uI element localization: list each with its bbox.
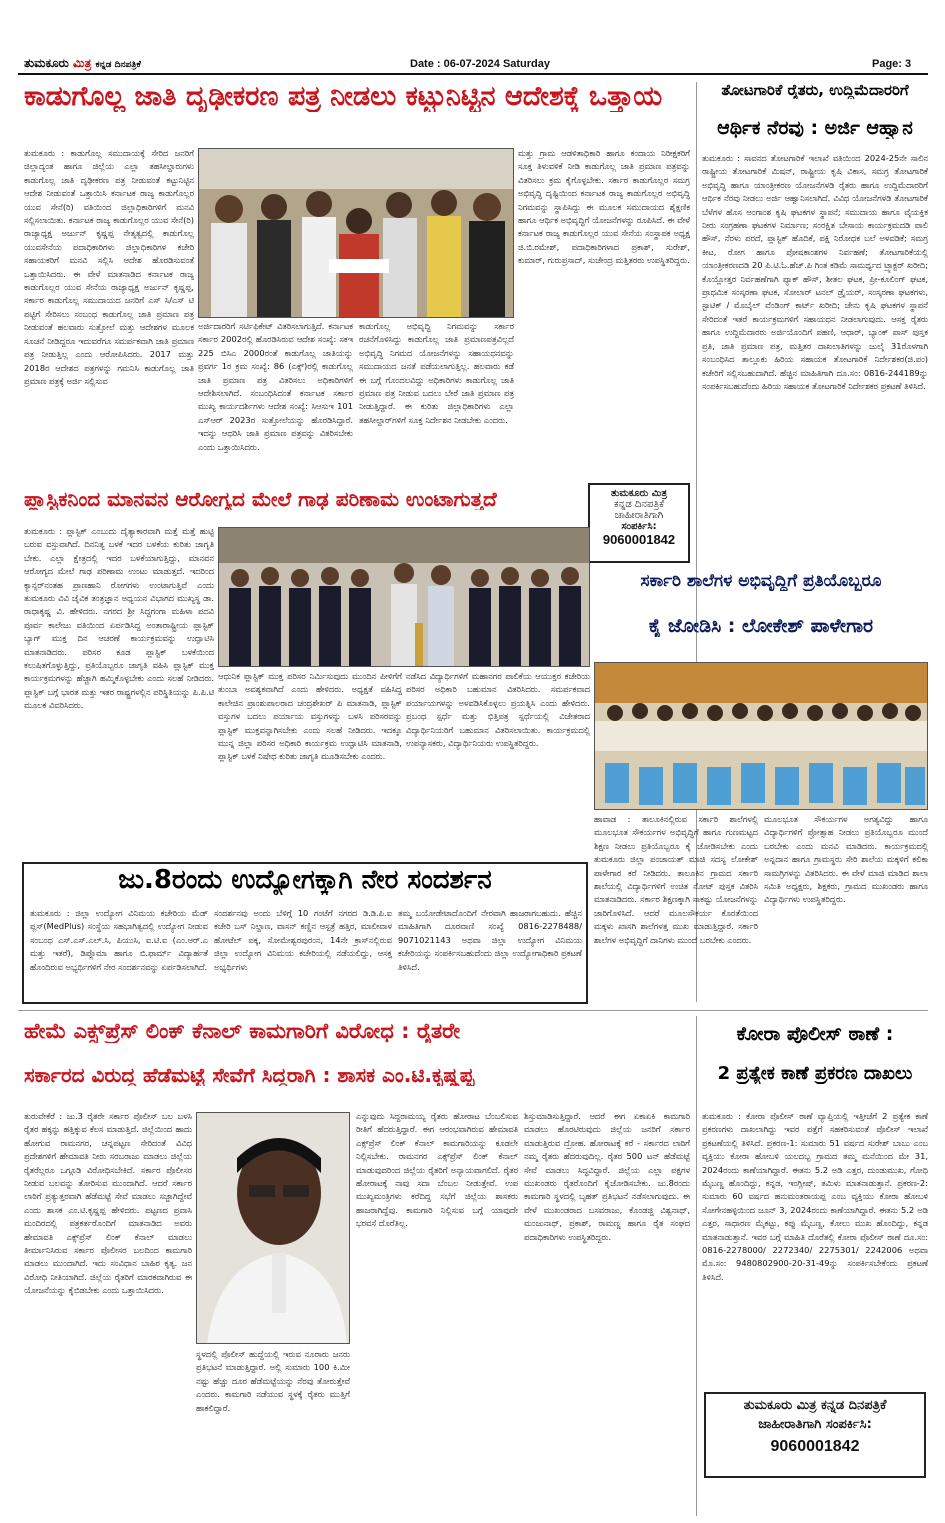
masthead-tagline: ಕನ್ನಡ ದಿನಪತ್ರಿಕೆ xyxy=(95,60,141,70)
ad-box-small-line3: ಜಾಹೀರಾತಿಗಾಗಿ xyxy=(614,510,664,521)
story7-body: ತುಮಕೂರು : ಕೋರಾ ಪೊಲೀಸ್ ಠಾಣೆ ವ್ಯಾಪ್ತಿಯಲ್ಲಿ ಇತ್ತೀಚೆಗೆ 2 ಪ್ರತ್ಯೇಕ ಕಾಣೆ ಪ್ರಕರಣಗಳು ದಾಖಲಾಗಿದ್ದು ಇವರ ಪತ್ತೆಗೆ ಸಹಕರಿಸುವಂತೆ ಪೊಲೀಸ್ ಇಲಾಖೆ ಪ್ರಕಟಣೆಯಲ್ಲಿ ತಿಳಿಸಿದೆ. ಪ್ರಕರಣ-1: ಸುಮಾರು 51 ವರ್ಷದ ಸುರೇಶ್ ಬಾಬು ಎಂಬ ವ್ಯಕ್ತಿಯು ಕೋರಾ ಹೋಬಳಿ ಯಲದಬ್ಬ ಗ್ರಾಮದ ತಮ್ಮ ಮನೆಯಿಂದ ಮೇ 31, 2024ರಂದು ಕಾಣೆಯಾಗಿದ್ದಾರೆ. ಈತನು 5.2 ಅಡಿ ಎತ್ತರ, ದುಂಡುಮುಖ, ಗೋಧಿ ಮೈಬಣ್ಣ ಹೊಂದಿದ್ದು, ಕನ್ನಡ, ಇಂಗ್ಲೀಷ್, ತಮಿಳು ಮಾತನಾಡುತ್ತಾನೆ. ಪ್ರಕರಣ-2: ಸುಮಾರು 60 ವರ್ಷದ ಹನುಮಂತರಾಯಪ್ಪ ಎಂಬ ವ್ಯಕ್ತಿಯು ಕೋರಾ ಹೋಬಳಿ ಸೋಗೇನಹಳ್ಳಿಯಿಂದ ಜೂನ್ 3, 2024ರಂದು ಕಾಣೆಯಾಗಿದ್ದಾರೆ. ಈತನು 5.2 ಅಡಿ ಎತ್ತರ, ಸಾಧಾರಣ ಮೈಕಟ್ಟು, ಕಪ್ಪು ಮೈಬಣ್ಣ, ಕೋಲು ಮುಖ ಹೊಂದಿದ್ದು, ಕನ್ನಡ ಮಾತನಾಡುತ್ತಾನೆ. ಇವರ ಬಗ್ಗೆ ಮಾಹಿತಿ ದೊರೆತಲ್ಲಿ ಕೋರಾ ಪೊಲೀಸ್ ಠಾಣೆ ದೂ.ಸಂ: 0816-2278000/ 2272340/ 2275301/ 2242006 ಅಥವಾ ಮೊ.ಸಂ: 9480802900-20-31-49ನ್ನು ಸಂಪರ್ಕಿಸಬೇಕೆಂದು ಪ್ರಕಟಣೆ ತಿಳಿಸಿದೆ. xyxy=(702,1111,928,1282)
story6-col4: ಶಿಸ್ತುಮಾಡಿಸುತ್ತಿದ್ದಾರೆ. ಆದರೆ ಈಗ ಏಕಾಏಕಿ ಕಾಮಗಾರಿ ಮಾಡಲು ಹೊರಟಿರುವುದು ಜಿಲ್ಲೆಯ ಜನರಿಗೆ ಸರ್ಕಾರ ಮಾಡುತ್ತಿರುವ ದ್ರೋಹ. ಹೋರಾಟಕ್ಕೆ ಕರೆ - ಸರ್ಕಾರದ ಲಾಠಿಗೆ ನಮ್ಮ ರೈತರು ಹೆದರುವುದಿಲ್ಲ. ರೈತರ 500 ಟನ್ ಹೆಡೆಮಟ್ಟೆ ಸೇವೆ ಮಾಡಲು ಸಿದ್ಧವಿದ್ದಾರೆ. ಜಿಲ್ಲೆಯ ಎಲ್ಲಾ ಪಕ್ಷಗಳ ಮುಖಂಡರು ರೈತರೊಂದಿಗೆ ಕೈಜೋಡಿಸಬೇಕು. ಜು.8ರಂದು ಕಾಮಗಾರಿ ಸ್ಥಳದಲ್ಲಿ ಬೃಹತ್ ಪ್ರತಿಭಟನೆ ನಡೆಸಲಾಗುವುದು. ಈ ವೇಳೆ ಮುಖಂಡರಾದ ಬಸವರಾಜು, ಕೊಂಡಜ್ಜಿ ವಿಶ್ವನಾಥ್, ಮಂಜುನಾಥ್, ಪ್ರಕಾಶ್, ರಾಮಣ್ಣ ಹಾಗೂ ರೈತ ಸಂಘದ ಪದಾಧಿಕಾರಿಗಳು ಉಪಸ್ಥಿತರಿದ್ದರು. xyxy=(524,1111,690,1242)
story4-col1: ಹಾವಾಡ : ತಾಲೂಕಿನಲ್ಲಿರುವ ಸರ್ಕಾರಿ ಶಾಲೆಗಳಲ್ಲಿ ಮೂಲಭೂತ ಸೌಕರ್ಯಗಳ ಅಭಿವೃದ್ಧಿಗೆ ಹಾಗೂ ಗುಣಮಟ್ಟದ ಶಿಕ್ಷಣ ನೀಡಲು ಪ್ರತಿಯೊಬ್ಬರೂ ಕೈ ಜೋಡಿಸಬೇಕು ಎಂದು ತುಮಕೂರು ಜಿಲ್ಲಾ ಪಂಚಾಯತ್ ಮಾಜಿ ಸದಸ್ಯ ಲೋಕೇಶ್ ಪಾಳೇಗಾರ ಕರೆ ನೀಡಿದರು. ತಾಲೂಕಿನ ಗ್ರಾಮದ ಸರ್ಕಾರಿ ಶಾಲೆಯಲ್ಲಿ ವಿದ್ಯಾರ್ಥಿಗಳಿಗೆ ಉಚಿತ ನೋಟ್ ಪುಸ್ತಕ ವಿತರಿಸಿ ಮಾತನಾಡಿದರು. ಸರ್ಕಾರ ಶಿಕ್ಷಣಕ್ಕಾಗಿ ಸಾಕಷ್ಟು ಯೋಜನೆಗಳನ್ನು ಜಾರಿಗೊಳಿಸಿದೆ. ಆದರೆ ಮೂಲಸೌಕರ್ಯ ಕೊರತೆಯಿಂದ ಮಕ್ಕಳು ಖಾಸಗಿ ಶಾಲೆಗಳತ್ತ ಮುಖ ಮಾಡುತ್ತಿದ್ದಾರೆ. ಸರ್ಕಾರಿ ಶಾಲೆಗಳ ಅಭಿವೃದ್ಧಿಗೆ ದಾನಿಗಳು ಮುಂದೆ ಬರಬೇಕು ಎಂದರು. xyxy=(594,814,758,945)
masthead-mitra: ಮಿತ್ರ xyxy=(73,56,92,70)
issue-date: Date : 06-07-2024 Saturday xyxy=(410,58,551,70)
story6-col1: ತುರುವೇಕೆರೆ : ಜು.3 ರೈತರೇ ಸರ್ಕಾರ ಪೊಲೀಸ್ ಬಲ ಬಳಸಿ ರೈತರ ಹಕ್ಕನ್ನು ಹತ್ತಿಕ್ಕುವ ಕೆಲಸ ಮಾಡುತ್ತಿದೆ. ಜಿಲ್ಲೆಯಿಂದ ಹಾದು ಹೋಗುವ ರಾಮನಗರ, ಚನ್ನಪಟ್ಟಣ ಸೇರಿದಂತೆ ವಿವಿಧ ಪ್ರದೇಶಗಳಿಗೆ ಹೇಮಾವತಿ ನೀರು ಸರಬರಾಜು ಮಾಡಲು ಜಿಲ್ಲೆಯ ರೈತರೆಲ್ಲರೂ ಒಗ್ಗೂಡಿ ವಿರೋಧಿಸಬೇಕಿದೆ. ಸರ್ಕಾರ ಪೊಲೀಸರ ನೀಡುವ ಬಲವನ್ನು ತೋರಿಸುವ ಮುಂದಾಗಿದೆ. ಆದರೆ ಸರ್ಕಾರ ಲಾಠಿಗೆ ಪ್ರತ್ಯುತ್ತರವಾಗಿ ಹೆಡೆಮಟ್ಟೆ ಸೇವೆ ಮಾಡಲು ಸಜ್ಜಾಗಿದ್ದೇವೆ ಎಂದು ಶಾಸಕ ಎಂ.ಟಿ.ಕೃಷ್ಣಪ್ಪ ಹೇಳಿದರು. ಪಟ್ಟಣದ ಪ್ರವಾಸಿ ಮಂದಿರದಲ್ಲಿ ಪತ್ರಕರ್ತರೊಂದಿಗೆ ಮಾತನಾಡಿದ ಅವರು ಹೇಮಾವತಿ ಎಕ್ಸ್‌ಪ್ರೆಸ್ ಲಿಂಕ್ ಕೆನಾಲ್ ಮಾಡಲು ತೀರ್ಮಾನಿಸಿರುವ ಸರ್ಕಾರ ಪೊಲೀಸರ ಬಲದಿಂದ ಕಾಮಗಾರಿ ಮಾಡಲು ಮುಂದಾಗಿದೆ. ಇದು ಸಂವಿಧಾನ ಬಾಹಿರ ಕೃತ್ಯ. ಜನ ವಿರೋಧಿ ನೀತಿಯಾಗಿದೆ. ಜಿಲ್ಲೆಯ ರೈತರಿಗೆ ಮಾರಕವಾಗಿರುವ ಈ ಯೋಜನೆಯನ್ನು ಕೈಬಿಡಬೇಕು ಎಂದು ಒತ್ತಾಯಿಸಿದರು. xyxy=(24,1111,192,1296)
story6-headline-line2: ಸರ್ಕಾರದ ವಿರುದ್ಧ ಹೆಡೆಮಟ್ಟೆ ಸೇವೆಗೆ ಸಿದ್ಧರಾಗಿ : ಶಾಸಕ ಎಂ.ಟಿ.ಕೃಷ್ಣಪ್ಪ xyxy=(24,1064,475,1086)
story1-col4: ಮತ್ತು ಗ್ರಾಮ ಆಡಳಿತಾಧಿಕಾರಿ ಹಾಗೂ ಕಂದಾಯ ನಿರೀಕ್ಷಕರಿಗೆ ಸೂಕ್ತ ತಿಳುವಳಿಕೆ ನೀಡಿ ಕಾಡುಗೊಲ್ಲ ಜಾತಿ ಪ್ರಮಾಣ ಪತ್ರವನ್ನು ವಿತರಿಸಲು ಕ್ರಮ ಕೈಗೊಳ್ಳಬೇಕು. ಸರ್ಕಾರ ಕಾಡುಗೊಲ್ಲರ ಸಮಗ್ರ ಅಭಿವೃದ್ಧಿ ದೃಷ್ಟಿಯಿಂದ ಕರ್ನಾಟಕ ರಾಜ್ಯ ಕಾಡುಗೊಲ್ಲರ ಅಭಿವೃದ್ಧಿ ನಿಗಮವನ್ನು ಸ್ಥಾಪಿಸಿದ್ದು ಈ ಮೂಲಕ ಸಮುದಾಯದ ಶೈಕ್ಷಣಿಕ ಹಾಗೂ ಆರ್ಥಿಕ ಅಭಿವೃದ್ಧಿಗೆ ಯೋಜನೆಗಳನ್ನು ರೂಪಿಸಿದೆ. ಈ ವೇಳೆ ಕರ್ನಾಟಕ ರಾಜ್ಯ ಕಾಡುಗೊಲ್ಲರ ಯುವ ಸೇನೆಯ ಸಂಸ್ಥಾಪಕ ಅಧ್ಯಕ್ಷ ಜಿ.ಬಿ.ರಮೇಶ್, ಪದಾಧಿಕಾರಿಗಳಾದ ಪ್ರಕಾಶ್, ಸುರೇಶ್, ಕುಮಾರ್, ಗುರುಪ್ರಸಾದ್, ಸುಚೇಂದ್ರ ಮತ್ತಿತರರು ಉಪಸ್ಥಿತರಿದ್ದರು. xyxy=(518,148,690,266)
story6-photo xyxy=(196,1112,350,1344)
ad-box-large-line1: ತುಮಕೂರು ಮಿತ್ರ ಕನ್ನಡ ದಿನಪತ್ರಿಕೆ xyxy=(743,1398,887,1413)
ad-box-large-line2: ಜಾಹೀರಾತಿಗಾಗಿ ಸಂಪರ್ಕಿಸಿ: xyxy=(758,1417,872,1432)
story6-col2: ಸ್ಥಳದಲ್ಲಿ ಪೊಲೀಸ್ ಹುದ್ದೆಯಲ್ಲಿ ಇರುವ ನೂರಾರು ಜನರು ಪ್ರತಿಭಟನೆ ಮಾಡುತ್ತಿದ್ದಾರೆ. ಅಲ್ಲಿ ಸುಮಾರು 100 ಕಿ.ಮೀ ನಷ್ಟು ಹೆಚ್ಚು ದೂರ ಹೆಡೆಮಟ್ಟೆಯನ್ನು ನೆರವು ತೋರುತ್ತೇವೆ ಎಂದರು. ಕಾಮಗಾರಿ ನಡೆಯುವ ಸ್ಥಳಕ್ಕೆ ರೈತರು ಮುತ್ತಿಗೆ ಹಾಕಲಿದ್ದಾರೆ. xyxy=(196,1349,350,1413)
column-divider-bottom xyxy=(696,1016,697,1516)
story5-col2: ಸಂದರ್ಶನವು ಅಂದು ಬೆಳಿಗ್ಗೆ 10 ಗಂಟೆಗೆ ನಗರದ ಡಿ.ಡಿ.ಪಿ.ಐ ಕಚೇರಿ ಬಸ್ ನಿಲ್ದಾಣ, ವಾಸನ್ ಕಣ್ಣಿನ ಆಸ್ಪತ್ರೆ ಹತ್ತಿರ, ಮಾಲೀವಾಳ ಹೋಟೆಲ್ ಪಕ್ಕ, ಸೋಮೇಶ್ವರಪುರಂನ, 14ನೇ ಕ್ರಾಸ್‌ನಲ್ಲಿರುವ ಜಿಲ್ಲಾ ಉದ್ಯೋಗ ವಿನಿಮಯ ಕಚೇರಿಯಲ್ಲಿ ನಡೆಯಲಿದ್ದು, ಆಸಕ್ತ ಅಭ್ಯರ್ಥಿಗಳು xyxy=(214,908,392,972)
story5-headline: ಜು.8ರಂದು ಉದ್ಯೋಗಕ್ಕಾಗಿ ನೇರ ಸಂದರ್ಶನ xyxy=(118,866,492,895)
ad-box-small-phone: 9060001842 xyxy=(602,532,676,547)
story5-col1: ತುಮಕೂರು : ಜಿಲ್ಲಾ ಉದ್ಯೋಗ ವಿನಿಮಯ ಕಚೇರಿಯ ಮೆಡ್ ಪ್ಲಸ್(MedPlus) ಸಂಸ್ಥೆಯ ಸಹಭಾಗಿತ್ವದಲ್ಲಿ ಉದ್ಯೋಗ ನೀಡುವ ಸಂಬಂಧ ಎಸ್.ಎಸ್.ಎಲ್.ಸಿ, ಪಿಯುಸಿ, ಐ.ಟಿ.ಐ (ಎಂ.ಆರ್.ಎ ಮತ್ತು ಇತರೆ), ಡಿಪ್ಲೊಮಾ ಹಾಗೂ ಬಿ.ಫಾರ್ಮ್ ವಿದ್ಯಾರ್ಹತೆ ಹೊಂದಿರುವ ಅಭ್ಯರ್ಥಿಗಳಿಗೆ ನೇರ ಸಂದರ್ಶನವನ್ನು ಏರ್ಪಡಿಸಲಾಗಿದೆ. xyxy=(30,908,208,972)
section-divider xyxy=(18,1010,928,1011)
story2-body: ತುಮಕೂರು : ಸಾವನದ ತೋಟಗಾರಿಕೆ ಇಲಾಖೆ ವತಿಯಿಂದ 2024-25ನೇ ಸಾಲಿನ ರಾಷ್ಟ್ರೀಯ ತೋಟಗಾರಿಕೆ ಮಿಷನ್, ರಾಷ್ಟ್ರೀಯ ಕೃಷಿ ವಿಕಾಸ, ಸಮಗ್ರ ತೋಟಗಾರಿಕೆ ಅಭಿವೃದ್ಧಿ ಹಾಗೂ ಯಾಂತ್ರೀಕರಣ ಯೋಜನೆಗಳಡಿ ರೈತರು ಹಾಗೂ ಉದ್ದಿಮೆದಾರರಿಗೆ ಆರ್ಥಿಕ ನೆರವು ನೀಡಲು ಅರ್ಜಿ ಆಹ್ವಾನಿಸಲಾಗಿದೆ. ವಿವಿಧ ಯೋಜನೆಗಳಡಿ ತೋಟಗಾರಿಕೆ ಬೆಳೆಗಳ ಹೊಸ ಅಂಗಾಂಶ ಕೃಷಿ ಘಟಕಗಳ ಸ್ಥಾಪನೆ; ಸಮುದಾಯ ಹಾಗೂ ವೈಯಕ್ತಿಕ ನೀರು ಸಂಗ್ರಹಣಾ ಘಟಕಗಳ ನಿರ್ಮಾಣ; ಸಂರಕ್ಷಿತ ಬೇಸಾಯ ಕಾರ್ಯಕ್ರಮದಡಿ ಪಾಲಿ ಹೌಸ್, ನೆರಳು ಪರದೆ, ಪ್ಲಾಸ್ಟಿಕ್ ಹೊದಿಕೆ, ಪಕ್ಷಿ ನಿರೋಧಕ ಬಲೆ ಅಳವಡಿಕೆ; ಸಮಗ್ರ ಕೀಟ, ರೋಗ ಹಾಗೂ ಪೋಷಕಾಂಶಗಳ ನಿರ್ವಹಣೆ; ತೋಟಗಾರಿಕೆಯಲ್ಲಿ ಯಾಂತ್ರೀಕರಣದಡಿ 20 ಪಿ.ಟಿ.ಓ.ಹೆಚ್.ಪಿ ಗಿಂತ ಕಡಿಮೆ ಸಾಮರ್ಥ್ಯದ ಟ್ರ್ಯಾಕ್ಟರ್ ಖರೀದಿ; ಕೊಯ್ಲೋತ್ತರ ನಿರ್ವಹಣೆಗಾಗಿ ಪ್ಯಾಕ್ ಹೌಸ್, ಶೀತಲ ಘಟಕ, ಪ್ರೀ-ಕೂಲಿಂಗ್ ಘಟಕ, ಪ್ರಾಥಮಿಕ ಸಂಸ್ಕರಣಾ ಘಟಕ, ಸೋಲಾರ್ ಟನಲ್ ಡ್ರೈಯರ್, ಸಂಸ್ಕರಣಾ ಘಟಕಗಳು, ಸ್ಟಾಟಿಕ್ / ಮೊಬೈಲ್ ವೆಂಡಿಂಗ್ ಕಾರ್ಟ್ ಖರೀದಿ; ಜೇನು ಕೃಷಿ ಘಟಕಗಳ ಸ್ಥಾಪನೆ ಸೇರಿದಂತೆ ಇತರೆ ಕಾರ್ಯಕ್ರಮಗಳಿಗೆ ಸಹಾಯಧನ ನೀಡಲಾಗುವುದು. ಆಸಕ್ತ ರೈತರು ಹಾಗೂ ಉದ್ದಿಮೆದಾರರು ಅರ್ಜಿಯೊಂದಿಗೆ ಪಹಣಿ, ಆಧಾರ್, ಬ್ಯಾಂಕ್ ಪಾಸ್ ಪುಸ್ತಕ ಪ್ರತಿ, ಜಾತಿ ಪ್ರಮಾಣ ಪತ್ರ, ಮತ್ತಿತರ ದಾಖಲಾತಿಗಳನ್ನು ಜುಲೈ 31ರೊಳಗಾಗಿ ಸಂಬಂಧಿಸಿದ ತಾಲ್ಲೂಕು ಹಿರಿಯ ಸಹಾಯಕ ತೋಟಗಾರಿಕೆ ನಿರ್ದೇಶಕರ(ಜಿ.ಪಂ) ಕಚೇರಿಗೆ ಸಲ್ಲಿಸಬಹುದಾಗಿದೆ. ಹೆಚ್ಚಿನ ಮಾಹಿತಿಗಾಗಿ ದೂ.ಸಂ: 0816-244189ನ್ನು ಸಂಪರ್ಕಿಸಬಹುದೆಂದು ಹಿರಿಯ ಸಹಾಯಕ ತೋಟಗಾರಿಕೆ ನಿರ್ದೇಶಕರ ಪ್ರಕಟಣೆ ತಿಳಿಸಿದೆ. xyxy=(702,153,928,391)
story1-col3: ಕಾಡುಗೊಲ್ಲ ಅಭಿವೃದ್ಧಿ ನಿಗಮವನ್ನು ಸರ್ಕಾರ ರಚನೆಗೊಳಿಸಿದ್ದು ಕಾಡುಗೊಲ್ಲ ಜಾತಿ ಪ್ರಮಾಣಪತ್ರವಿಲ್ಲದೆ ಅಭಿವೃದ್ಧಿ ನಿಗಮದ ಯೋಜನೆಗಳನ್ನು ಸಹಾಯಧನವನ್ನು ಸಮುದಾಯದ ಜನತೆ ಪಡೆಯಲಾಗುತ್ತಿಲ್ಲ. ಹಲವಾರು ಕಡೆ ಈ ಬಗ್ಗೆ ಗೊಂದಲವಿದ್ದು ಅಧಿಕಾರಿಗಳು ಕಾಡುಗೊಲ್ಲ ಜಾತಿ ಪ್ರಮಾಣ ಪತ್ರ ನೀಡುವ ಬದಲು ಬೇರೆ ಜಾತಿ ಪ್ರಮಾಣ ಪತ್ರ ನೀಡುತ್ತಿದ್ದಾರೆ. ಈ ಕುರಿತು ಜಿಲ್ಲಾಧಿಕಾರಿಗಳು ಎಲ್ಲಾ ತಹಸೀಲ್ದಾರ್‌ಗಳಿಗೆ ಸೂಕ್ತ ನಿರ್ದೇಶನ ನೀಡಬೇಕು ಎಂದರು. xyxy=(359,321,514,425)
story1-headline: ಕಾಡುಗೊಲ್ಲ ಜಾತಿ ದೃಢೀಕರಣ ಪತ್ರ ನೀಡಲು ಕಟ್ಟುನಿಟ್ಟಿನ ಆದೇಶಕ್ಕೆ ಒತ್ತಾಯ xyxy=(24,82,663,112)
ad-box-large xyxy=(704,1392,926,1478)
ad-box-small-line1: ತುಮಕೂರು ಮಿತ್ರ xyxy=(610,488,668,499)
story5-col3: ತಮ್ಮ ಬಯೋಡೇಟಾದೊಂದಿಗೆ ನೇರವಾಗಿ ಹಾಜರಾಗಬಹುದು. ಹೆಚ್ಚಿನ ಮಾಹಿತಿಗಾಗಿ ದೂರವಾಣಿ ಸಂಖ್ಯೆ 0816-2278488/ 9071021143 ಅಥವಾ ಜಿಲ್ಲಾ ಉದ್ಯೋಗ ವಿನಿಮಯ ಕಚೇರಿಯನ್ನು ಸಂಪರ್ಕಿಸಬಹುದೆಂದು ಜಿಲ್ಲಾ ಉದ್ಯೋಗಾಧಿಕಾರಿ ಪ್ರಕಟಣೆ ತಿಳಿಸಿದೆ. xyxy=(398,908,582,972)
story4-headline-line1: ಸರ್ಕಾರಿ ಶಾಲೆಗಳ ಅಭಿವೃದ್ಧಿಗೆ ಪ್ರತಿಯೊಬ್ಬರೂ xyxy=(640,572,882,591)
story7-headline-line1: ಕೋರಾ ಪೊಲೀಸ್ ಠಾಣೆ : xyxy=(736,1024,894,1045)
story6-col3: ಎನ್ನುವುದು ಸಿದ್ದರಾಮಯ್ಯ ರೈತರು ಹೋರಾಟ ಬೆಂಬಲಿಸುವ ರೀತಿಗೆ ಹೆದರುತ್ತಿದ್ದಾರೆ. ಈಗ ಆರಂಭವಾಗಿರುವ ಹೇಮಾವತಿ ಎಕ್ಸ್‌ಪ್ರೆಸ್ ಲಿಂಕ್ ಕೆನಾಲ್ ಕಾಮಗಾರಿಯನ್ನು ಕೂಡಲೇ ನಿಲ್ಲಿಸಬೇಕು. ರಾಮನಗರ ಎಕ್ಸ್‌ಪ್ರೆಸ್ ಲಿಂಕ್ ಕೆನಾಲ್ ಮಾಡುವುದರಿಂದ ಜಿಲ್ಲೆಯ ರೈತರಿಗೆ ಅನ್ಯಾಯವಾಗಲಿದೆ. ರೈತರ ಹೋರಾಟಕ್ಕೆ ನಾವು ಸದಾ ಬೆಂಬಲ ನೀಡುತ್ತೇವೆ. ಉಪ ಮುಖ್ಯಮಂತ್ರಿಗಳು ಕರೆದಿದ್ದ ಸಭೆಗೆ ಜಿಲ್ಲೆಯ ಶಾಸಕರು ಹಾಜರಾಗಿದ್ದೆವು. ಕಾಮಗಾರಿ ನಿಲ್ಲಿಸುವ ಬಗ್ಗೆ ಯಾವುದೇ ಭರವಸೆ ದೊರೆತಿಲ್ಲ. xyxy=(356,1111,518,1229)
story4-col2: ಮೂಲಭೂತ ಸೌಕರ್ಯಗಳ ಅಗತ್ಯವಿದ್ದು ಹಾಗೂ ವಿದ್ಯಾರ್ಥಿಗಳಿಗೆ ಪ್ರೋತ್ಸಾಹ ನೀಡಲು ಪ್ರತಿಯೊಬ್ಬರೂ ಮುಂದೆ ಬರಬೇಕು ಎಂದು ಮನವಿ ಮಾಡಿದರು. ಕಾರ್ಯಕ್ರಮದಲ್ಲಿ ಅನ್ನದಾನ ಹಾಗೂ ಗ್ರಾಮಸ್ಥರು ಸೇರಿ ಶಾಲೆಯ ಮಕ್ಕಳಿಗೆ ಕಲಿಕಾ ಸಾಮಗ್ರಿಗಳನ್ನು ವಿತರಿಸಿದರು. ಈ ವೇಳೆ ಮಾಜಿ ಮಾಡಿದ ಶಾಲಾ ಸಮಿತಿ ಅಧ್ಯಕ್ಷರು, ಶಿಕ್ಷಕರು, ಗ್ರಾಮದ ಮುಖಂಡರು ಹಾಗೂ ವಿದ್ಯಾರ್ಥಿಗಳು ಉಪಸ್ಥಿತರಿದ್ದರು. xyxy=(764,814,928,905)
story3-col3: ನಡೆಸಿದ ವಿದ್ಯಾರ್ಥಿಗಳಿಗೆ ಮಹಾನಗರ ಪಾಲಿಕೆಯ ಆಯುಕ್ತರ ಕಚೇರಿಯ ಪರಿಸರ ಅಧಿಕಾರಿ ಬಹುಮಾನ ವಿತರಿಸಿದರು. ಸಮರ್ಪಕವಾದ ಪರ್ಯಾಯಗಳನ್ನು ಅಳವಡಿಸಿಕೊಳ್ಳಲು ಪ್ರಯತ್ನಿಸಿ ಎಂದು ಹೇಳಿದರು. ಪ್ರಬಂಧ ಸ್ಪರ್ಧೆ ಮತ್ತು ಭಿತ್ತಿಪತ್ರ ಸ್ಪರ್ಧೆಯಲ್ಲಿ ವಿಜೇತರಾದ ವಿದ್ಯಾರ್ಥಿನಿಯರಿಗೆ ಬಹುಮಾನ ವಿತರಿಸಲಾಯಿತು. ಕಾರ್ಯಕ್ರಮದಲ್ಲಿ ಉಪನ್ಯಾಸಕರು, ವಿದ್ಯಾರ್ಥಿನಿಯರು ಉಪಸ್ಥಿತರಿದ್ದರು. xyxy=(406,671,590,749)
story1-photo xyxy=(198,148,514,318)
story7-headline-line2: 2 ಪ್ರತ್ಯೇಕ ಕಾಣೆ ಪ್ರಕರಣ ದಾಖಲು xyxy=(717,1064,913,1084)
story2-headline-line2: ಆರ್ಥಿಕ ನೆರವು : ಅರ್ಜಿ ಆಹ್ವಾನ xyxy=(717,118,913,139)
story3-col1: ತುಮಕೂರು : ಪ್ಲಾಸ್ಟಿಕ್ ಎಂಬುದು ದೈತ್ಯಾಕಾರವಾಗಿ ಮತ್ತೆ ಮತ್ತೆ ಹುಟ್ಟಿ ಬರುವ ವಸ್ತುವಾಗಿದೆ. ದಿನನಿತ್ಯ ಬಳಕೆ ಇದರ ಬಳಕೆಯ ಕುರಿತು ಜಾಗೃತಿ ಬೇಕು. ಎಲ್ಲಾ ಕ್ಷೇತ್ರದಲ್ಲಿ ಇದರ ಬಳಕೆಯಾಗುತ್ತಿದ್ದು, ಮಾನವನ ಆರೋಗ್ಯದ ಮೇಲೆ ಗಾಢ ಪರಿಣಾಮ ಉಂಟು ಮಾಡುತ್ತದೆ. ಇದರಿಂದ ಕ್ಯಾನ್ಸರ್‌ನಂತಹ ಪ್ರಾಣಹಾನಿ ರೋಗಗಳು ಉಂಟಾಗುತ್ತಿವೆ ಎಂದು ತುಮಕೂರು ವಿವಿ ಜೈವಿಕ ತಂತ್ರಜ್ಞಾನ ಅಧ್ಯಯನ ವಿಭಾಗದ ಮುಖ್ಯಸ್ಥ ಡಾ. ರಾಧಾಕೃಷ್ಣ ವಿ. ಹೇಳಿದರು. ನಗರದ ಶ್ರೀ ಸಿದ್ಧಗಂಗಾ ಮಹಿಳಾ ಪದವಿ ಪೂರ್ವ ಕಾಲೇಜು ವತಿಯಿಂದ ಏರ್ಪಡಿಸಿದ್ದ ಅಂತಾರಾಷ್ಟ್ರೀಯ ಪ್ಲಾಸ್ಟಿಕ್ ಬ್ಯಾಗ್ ಮುಕ್ತ ದಿನ ಆಚರಣೆ ಕಾರ್ಯಕ್ರಮವನ್ನು ಉದ್ಘಾಟಿಸಿ ಮಾತನಾಡಿದರು. ಪರಿಸರ ಕೂಡ ಪ್ಲಾಸ್ಟಿಕ್ ಬಳಕೆಯಿಂದ ಕಲುಷಿತಗೊಳ್ಳುತ್ತಿದ್ದು, ಪ್ರತಿಯೊಬ್ಬರೂ ಜಾಗೃತಿ ವಹಿಸಿ ಪ್ಲಾಸ್ಟಿಕ್ ಮುಕ್ತ ಕಾರ್ಯಕ್ರಮಗಳನ್ನು ಹೆಚ್ಚಾಗಿ ಹಮ್ಮಿಕೊಳ್ಳಬೇಕು ಎಂದು ಸಲಹೆ ನೀಡಿದರು. ಪ್ಲಾಸ್ಟಿಕ್ ಬಗ್ಗೆ ಭಾರತ ಮತ್ತು ಇತರ ರಾಷ್ಟ್ರಗಳಲ್ಲಿನ ಪರಿಸ್ಥಿತಿಯನ್ನು ಪಿ.ಪಿ.ಟಿ ಮೂಲಕ ವಿವರಿಸಿದರು. xyxy=(24,526,214,711)
story1-col1: ತುಮಕೂರು : ಕಾಡುಗೊಲ್ಲ ಸಮುದಾಯಕ್ಕೆ ಸೇರಿದ ಜನರಿಗೆ ಜಿಲ್ಲಾದ್ಯಂತ ಹಾಗೂ ಜಿಲ್ಲೆಯ ಎಲ್ಲಾ ತಹಸೀಲ್ದಾರುಗಳು ಕಾಡುಗೊಲ್ಲ ಜಾತಿ ದೃಢೀಕರಣ ಪತ್ರ ನೀಡುವಂತೆ ಕಟ್ಟುನಿಟ್ಟಿನ ಆದೇಶ ನೀಡುವಂತೆ ಒತ್ತಾಯಿಸಿ ಕರ್ನಾಟಕ ರಾಜ್ಯ ಕಾಡುಗೊಲ್ಲರ ಯುವ ಸೇನೆ(ರಿ) ವತಿಯಿಂದ ಜಿಲ್ಲಾಧಿಕಾರಿಗಳಿಗೆ ಮನವಿ ಸಲ್ಲಿಸಲಾಯಿತು. ಕರ್ನಾಟಕ ರಾಜ್ಯ ಕಾಡುಗೊಲ್ಲರ ಯುವ ಸೇನೆ(ರಿ) ರಾಜ್ಯಾಧ್ಯಕ್ಷ ಅರ್ಜುನ್ ಕೃಷ್ಣಪ್ಪ ನೇತೃತ್ವದಲ್ಲಿ ಕಾಡುಗೊಲ್ಲ ಯುವಸೇನೆಯ ಪದಾಧಿಕಾರಿಗಳು ಜಿಲ್ಲಾಧಿಕಾರಿಗಳ ಕಚೇರಿ ಸಹಾಯಕರಿಗೆ ಮನವಿ ಸಲ್ಲಿಸಿ ಆದೇಶ ಹೊರಡಿಸುವಂತೆ ಒತ್ತಾಯಿಸಿದರು. ಈ ವೇಳೆ ಮಾತನಾಡಿದ ಕರ್ನಾಟಕ ರಾಜ್ಯ ಕಾಡುಗೊಲ್ಲರ ಯುವ ಸೇನೆಯ ರಾಜ್ಯಾಧ್ಯಕ್ಷ ಅರ್ಜುನ್ ಕೃಷ್ಣಪ್ಪ, ಸರ್ಕಾರ ಕಾಡುಗೊಲ್ಲ ಸಮುದಾಯದ ಜನರಿಗೆ ಎಸ್ ಸಿ/ಎಸ್ ಟಿ ಪಟ್ಟಿಗೆ ಸೇರಿಸಲು ಸಂಬಂಧ ಕಾಡುಗೊಲ್ಲ ಜಾತಿ ಪ್ರಮಾಣ ಪತ್ರ ನೀಡುವಂತೆ ಹಲವಾರು ಸುತ್ತೋಲೆ ಮತ್ತು ಆದೇಶಗಳ ಮೂಲಕ ಸೂಚನೆ ನೀಡಿದ್ದರೂ ಇದುವರೆಗೂ ಸಮರ್ಪಕವಾಗಿ ಜಾತಿ ಪ್ರಮಾಣ ಪತ್ರ ನೀಡುತ್ತಿಲ್ಲ ಎಂದು ಆರೋಪಿಸಿದರು. 2017 ಮತ್ತು 2018ರ ಆದೇಶದ ಪತ್ರಗಳನ್ನು ಗಮನಿಸಿ ಕಾಡುಗೊಲ್ಲ ಜಾತಿ ಪ್ರಮಾಣ ಪತ್ರಕ್ಕೆ ಅರ್ಜಿ ಸಲ್ಲಿಸುವ xyxy=(24,148,194,386)
story3-col2: ಆಧುನಿಕ ಪ್ಲಾಸ್ಟಿಕ್ ಮುಕ್ತ ಪರಿಸರ ನಿರ್ಮಿಸುವುದು ಮುಂದಿನ ಪೀಳಿಗೆಗೆ ತುಂಬಾ ಅವಶ್ಯಕವಾಗಿದೆ ಎಂದು ಹೇಳಿದರು. ಅಧ್ಯಕ್ಷತೆ ವಹಿಸಿದ್ದ ಕಾಲೇಜಿನ ಪ್ರಾಂಶುಪಾಲರಾದ ಚಂದ್ರಶೇಖರ್ ಪಿ ಮಾತನಾಡಿ, ಪ್ಲಾಸ್ಟಿಕ್ ವಸ್ತುಗಳ ಬದಲು ಪರ್ಯಾಯ ವಸ್ತುಗಳನ್ನು ಬಳಸಿ ಪರಿಸರವನ್ನು ಪ್ಲಾಸ್ಟಿಕ್ ಮುಕ್ತವನ್ನಾಗಿಸಬೇಕು ಎಂದು ಸಲಹೆ ನೀಡಿದರು. ಇದಕ್ಕೂ ಮುನ್ನ ಜಿಲ್ಲಾ ಪರಿಸರ ಅಧಿಕಾರಿ ಕಾರ್ಯಕ್ರಮ ಉದ್ಘಾಟಿಸಿ ಮಾತನಾಡಿ, ಪ್ಲಾಸ್ಟಿಕ್ ಬಳಕೆ ನಿಷೇಧ ಕುರಿತು ಜಾಗೃತಿ ಮೂಡಿಸಬೇಕು ಎಂದರು. xyxy=(218,671,402,762)
story2-headline-line1: ತೋಟಗಾರಿಕೆ ರೈತರು, ಉದ್ದಿಮೆದಾರರಿಗೆ xyxy=(721,82,909,99)
story6-headline-line1: ಹೇಮೆ ಎಕ್ಸ್‌ಪ್ರೆಸ್ ಲಿಂಕ್ ಕೆನಾಲ್ ಕಾಮಗಾರಿಗೆ ವಿರೋಧ : ರೈತರೇ xyxy=(24,1020,461,1043)
ad-box-small-line2: ಕನ್ನಡ ದಿನಪತ್ರಿಕೆ xyxy=(613,499,664,510)
story3-headline: ಪ್ಲಾಸ್ಟಿಕನಿಂದ ಮಾನವನ ಆರೋಗ್ಯದ ಮೇಲೆ ಗಾಢ ಪರಿಣಾಮ ಉಂಟಾಗುತ್ತದೆ xyxy=(24,488,497,510)
page-number: Page: 3 xyxy=(872,58,912,70)
ad-box-small-line4: ಸಂಪರ್ಕಿಸಿ: xyxy=(621,521,657,532)
ad-box-small xyxy=(588,483,690,563)
masthead-name: ತುಮಕೂರು xyxy=(24,56,69,70)
story4-headline-line2: ಕೈ ಜೋಡಿಸಿ : ಲೋಕೇಶ್ ಪಾಳೇಗಾರ xyxy=(648,616,874,637)
masthead xyxy=(24,56,141,71)
ad-box-large-phone: 9060001842 xyxy=(770,1438,860,1455)
story4-photo xyxy=(594,662,928,810)
header-rule xyxy=(18,73,928,75)
story3-photo xyxy=(218,527,590,667)
story1-col2: ಅರ್ಜಿದಾರರಿಗೆ ಸರ್ಟಿಫಿಕೇಟ್ ವಿತರಿಸಲಾಗುತ್ತಿದೆ. ಕರ್ನಾಟಕ ಸರ್ಕಾರ 2002ರಲ್ಲಿ ಹೊರಡಿಸಿರುವ ಆದೇಶ ಸಂಖ್ಯೆ: ಸಕಇ 225 ಬಿಸಿಎ 2000ರಂತೆ ಕಾಡುಗೊಲ್ಲ ಜಾತಿಯನ್ನು ಪ್ರವರ್ಗ 1ರ ಕ್ರಮ ಸಂಖ್ಯೆ: 86 (ಎಕ್ಸ್)ರಲ್ಲಿ ಕಾಡುಗೊಲ್ಲ ಜಾತಿ ಪ್ರಮಾಣ ಪತ್ರ ವಿತರಿಸಲು ಅಧಿಕಾರಿಗಳಿಗೆ ಆದೇಶಿಸಲಾಗಿದೆ. ಸಂಬಂಧಿಸಿದಂತೆ ಕರ್ನಾಟಕ ಸರ್ಕಾರ ಮುಖ್ಯ ಕಾರ್ಯದರ್ಶಿಗಳು ಆದೇಶ ಸಂಖ್ಯೆ: ಸಿಆಸುಇ 101 ಎಸ್ಆರ್ 2023ರ ಸುತ್ತೋಲೆಯನ್ನು ಹೊರಡಿಸಿದ್ದಾರೆ. ಇದನ್ನು ಆಧರಿಸಿ ಜಾತಿ ಪ್ರಮಾಣ ಪತ್ರವನ್ನು ವಿತರಿಸಬೇಕು ಎಂದು ಒತ್ತಾಯಿಸಿದರು. xyxy=(198,321,353,452)
